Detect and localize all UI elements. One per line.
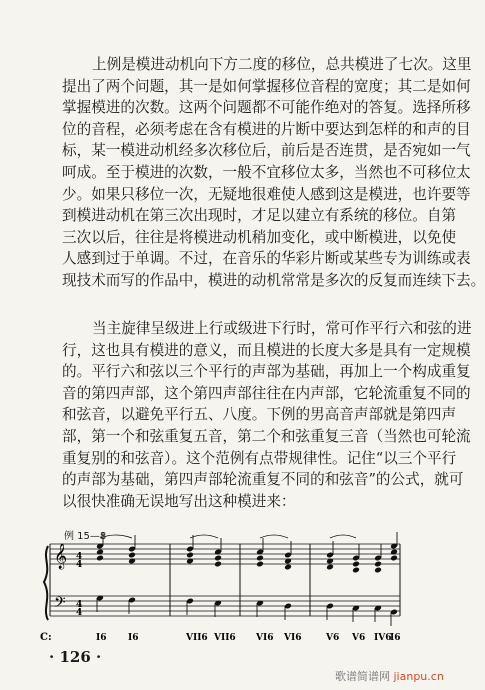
treble-notehead (374, 561, 382, 568)
text-line: 重复别的和弦音）。这个范例有点带规律性。记住“以三个平行 (62, 449, 457, 467)
time-signature-icon: 4 (76, 560, 83, 570)
time-signature-icon: 4 (76, 552, 83, 562)
treble-notehead (390, 555, 398, 562)
treble-notehead (96, 555, 104, 562)
text-line: 标，某一模进动机经多次移位后，前后是否连贯，是否宛如一气 (62, 142, 471, 160)
example-label: 例 15—8 (64, 531, 107, 542)
text-line: 的声部为基础，第四声部轮流重复不同的和弦音”的公式，就可 (62, 471, 464, 489)
text-line: 呵成。至于模进的次数，一般不宜移位太多，当然也不可移位太 (62, 163, 471, 181)
text-line: 三次以后，往往是将模进动机稍加变化，或中断模进，以免使 (62, 228, 457, 246)
text-line: 当主旋律呈级进上行或级进下行时，常可作平行六和弦的进 (92, 320, 472, 337)
time-signature-icon: 4 (76, 600, 83, 610)
text-line: 人感到过于单调。不过，在音乐的华彩片断或某些专为训练或表 (62, 250, 471, 268)
text-line: 音的第四声部，这个第四声部往往在内声部，它轮流重复不同的 (62, 384, 471, 402)
text-line: 和弦音，以避免平行五、八度。下例的男高音声部就是第四声 (62, 406, 457, 424)
treble-notehead (256, 555, 264, 562)
paragraph-sequence-intervals (62, 54, 485, 292)
treble-notehead (186, 552, 194, 559)
page-number: · 126 · (49, 648, 102, 666)
watermark-site: jianpu.cn (393, 670, 444, 683)
treble-notehead (256, 561, 264, 568)
chord-figure-label: I6 (390, 633, 401, 643)
text-line: 部，第一个和弦重复五音，第二个和弦重复三音（当然也可轮流 (62, 427, 471, 445)
chord-figure-label: VI6 (284, 633, 302, 643)
text-line: 行，这也具有模进的意义，而且模进的长度大多是具有一定规模 (62, 341, 471, 359)
slur (330, 535, 356, 538)
treble-clef-icon: 𝄞 (54, 544, 68, 569)
slur (260, 535, 288, 538)
text-line: 到模进动机在第三次出现时，才足以建立有系统的移位。自第 (62, 207, 457, 225)
watermark-text: 歌谱简谱网 (335, 670, 390, 683)
text-line: 掌握模进的次数。这两个问题都不可能作绝对的答复。选择所移 (62, 99, 471, 117)
paragraph-parallel-sixth-chords (62, 318, 472, 512)
key-label: C: (40, 632, 52, 643)
slur (100, 535, 132, 538)
treble-notehead (326, 564, 334, 571)
treble-notehead (284, 564, 292, 571)
treble-notehead (214, 555, 222, 562)
barlines (50, 544, 400, 616)
chord-figures (96, 633, 400, 643)
text-line: 上例是模进动机向下方二度的移位，总共模进了七次。这里 (92, 56, 472, 73)
treble-notehead (214, 561, 222, 568)
chord-figure-label: VII6 (214, 633, 236, 643)
chord-figure-label: I6 (128, 633, 139, 643)
bass-clef-icon: 𝄢 (54, 594, 66, 615)
text-line: 提出了两个问题，其一是如何掌握移位音程的宽度；其二是如何 (62, 77, 471, 95)
treble-notehead (374, 567, 382, 574)
text-line: 现技术而写的作品中，模进的动机常常是多次的反复而连续下去。 (62, 271, 485, 289)
chord-figure-label: VII6 (186, 633, 208, 643)
watermark (335, 668, 444, 684)
grand-staff (40, 536, 440, 646)
chord-figure-label: V6 (326, 633, 340, 643)
music-score-example (40, 536, 440, 650)
chord-figure-label: VI6 (256, 633, 274, 643)
chord-figure-label: I6 (96, 633, 107, 643)
treble-notehead (128, 552, 136, 559)
chord-figure-label: IV6 (374, 633, 392, 643)
notes (96, 532, 398, 626)
brace-icon (44, 546, 48, 620)
treble-notehead (352, 567, 360, 574)
chord-figure-label: V6 (352, 633, 366, 643)
text-line: 以很快准确无误地写出这种模进来： (62, 492, 296, 510)
text-line: 的。平行六和弦以三个平行的声部为基础，再加上一个构成重复 (62, 363, 471, 381)
text-line: 位的音程，必须考虑在含有模进的片断中要达到怎样的和声的目 (62, 120, 471, 138)
treble-notehead (352, 561, 360, 568)
text-line: 少。如果只移位一次，无疑地很难使人感到这是模进，也许要等 (62, 185, 471, 203)
time-signature-icon: 4 (76, 608, 83, 618)
slur (190, 535, 218, 538)
